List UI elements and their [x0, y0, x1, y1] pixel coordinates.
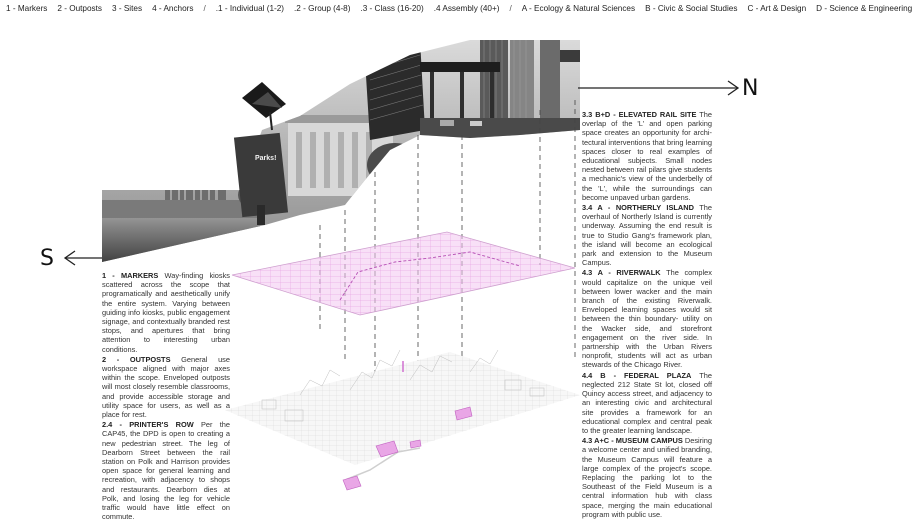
entry-heading: 3.4 A - NORTHERLY ISLAND	[582, 203, 694, 213]
legend-item: 1 - Markers	[6, 4, 48, 13]
kiosk-sign-text: Parks!	[255, 155, 277, 162]
south-arrow	[65, 251, 102, 265]
right-text-column	[582, 110, 712, 520]
pink-masterplan-plane	[232, 232, 575, 315]
legend-separator: /	[509, 4, 512, 13]
entry-heading: 4.3 A - RIVERWALK	[582, 268, 661, 278]
entry-heading: 2 - OUTPOSTS	[102, 354, 171, 364]
legend-item: 3 - Sites	[112, 4, 143, 13]
entry-heading: 4.3 A+C - MUSEUM CAMPUS	[582, 436, 683, 446]
kiosk-billboard	[234, 133, 288, 225]
left-text-column	[102, 271, 230, 522]
legend-item: D - Science & Engineering	[816, 4, 912, 13]
legend-item: .2 - Group (4-8)	[294, 4, 351, 13]
text-entry	[582, 436, 712, 519]
entry-body: General use workspace aligned with major axes within the scope. Enveloped outposts will most closely resemble classrooms, and provide accessible storage and utility space for users, as well as a place for rest.	[102, 354, 230, 420]
text-entry	[582, 268, 712, 369]
north-arrow	[578, 81, 738, 95]
legend-item: A - Ecology & Natural Sciences	[521, 4, 636, 13]
legend-item: 4 - Anchors	[152, 4, 194, 13]
south-label: S	[40, 246, 54, 271]
text-entry	[102, 355, 230, 419]
entry-body: The overhaul of Northerly Island is currently underway. Assuming the end result is true to Studio Gang's framework plan, the island will become an ecological park and extension to the Museum Campus.	[582, 203, 713, 268]
legend-separator: /	[203, 4, 206, 13]
entry-heading: 2.4 - PRINTER'S ROW	[102, 420, 194, 430]
text-entry	[582, 371, 712, 435]
entry-body: The neglected 212 State St lot, closed off Quincy access street, and adjacency to an interesting civic and architectural site provides a framework for an educational complex and central peak to the greater learning landscape.	[582, 370, 713, 435]
entry-body: Per the CAP45, the DPD is open to creating a new pedestrian street. The leg of Dearborn Street between the rail station on Polk and Harrison provides open space for general learning and recreation, with adjacency to shops and restaurants. Dearborn dies at Polk, and losing the leg for vehicle traffic would have little effect on commute.	[102, 420, 230, 522]
entry-heading: 1 - MARKERS	[102, 271, 159, 280]
legend-item: .4 Assembly (40+)	[433, 4, 500, 13]
legend-item: .3 - Class (16-20)	[360, 4, 424, 13]
section-photo-strip	[100, 18, 585, 265]
entry-body: The complex would capitalize on the unique veil between lower wacker and the main branch of the existing Riverwalk. Enveloped learning spaces would sit between the thin boundary- utility on the Wacker side, and storefront engagement on the river side. In partnership with the Urban Rivers nonprofit, students will act as urban stewards of the Chicago River.	[582, 268, 712, 370]
entry-body: Way-finding kiosks scattered across the scope that programatically and aesthetically unify the entire system. Varying between guiding info kiosks, public engagement signage, and contextually branded rest stops, and apertures that bring attention to interesting urban conditions.	[102, 271, 231, 354]
legend-item: .1 - Individual (1-2)	[215, 4, 285, 13]
legend-item: 2 - Outposts	[57, 4, 103, 13]
entry-body: Desiring a welcome center and unified branding, the Museum Campus will feature a large complex of the project's scope. Replacing the parking lot to the Southeast of the Field Museum is a central information hub with class space, merging the main educational program with public use.	[582, 436, 712, 519]
text-entry	[102, 420, 230, 521]
entry-body: The overlap of the 'L' and open parking space creates an opportunity for archi-tectural interventions that bring learning spaces closer to real examples of educational subjects. Small nodes nested between rail pilars give students a mechanic's view of the underbelly of the 'L', while the surroundings can become unpaved urban gardens.	[582, 110, 713, 202]
solar-panel	[242, 82, 286, 130]
text-entry	[102, 271, 230, 354]
legend-item: B - Civic & Social Studies	[645, 4, 738, 13]
text-entry	[582, 203, 712, 267]
text-entry	[582, 110, 712, 202]
entry-heading: 3.3 B+D - ELEVATED RAIL SITE	[582, 110, 697, 119]
legend-item: C - Art & Design	[747, 4, 807, 13]
north-label: N	[742, 76, 759, 101]
city-model-plane	[225, 350, 580, 490]
entry-heading: 4.4 B - FEDERAL PLAZA	[582, 370, 692, 380]
